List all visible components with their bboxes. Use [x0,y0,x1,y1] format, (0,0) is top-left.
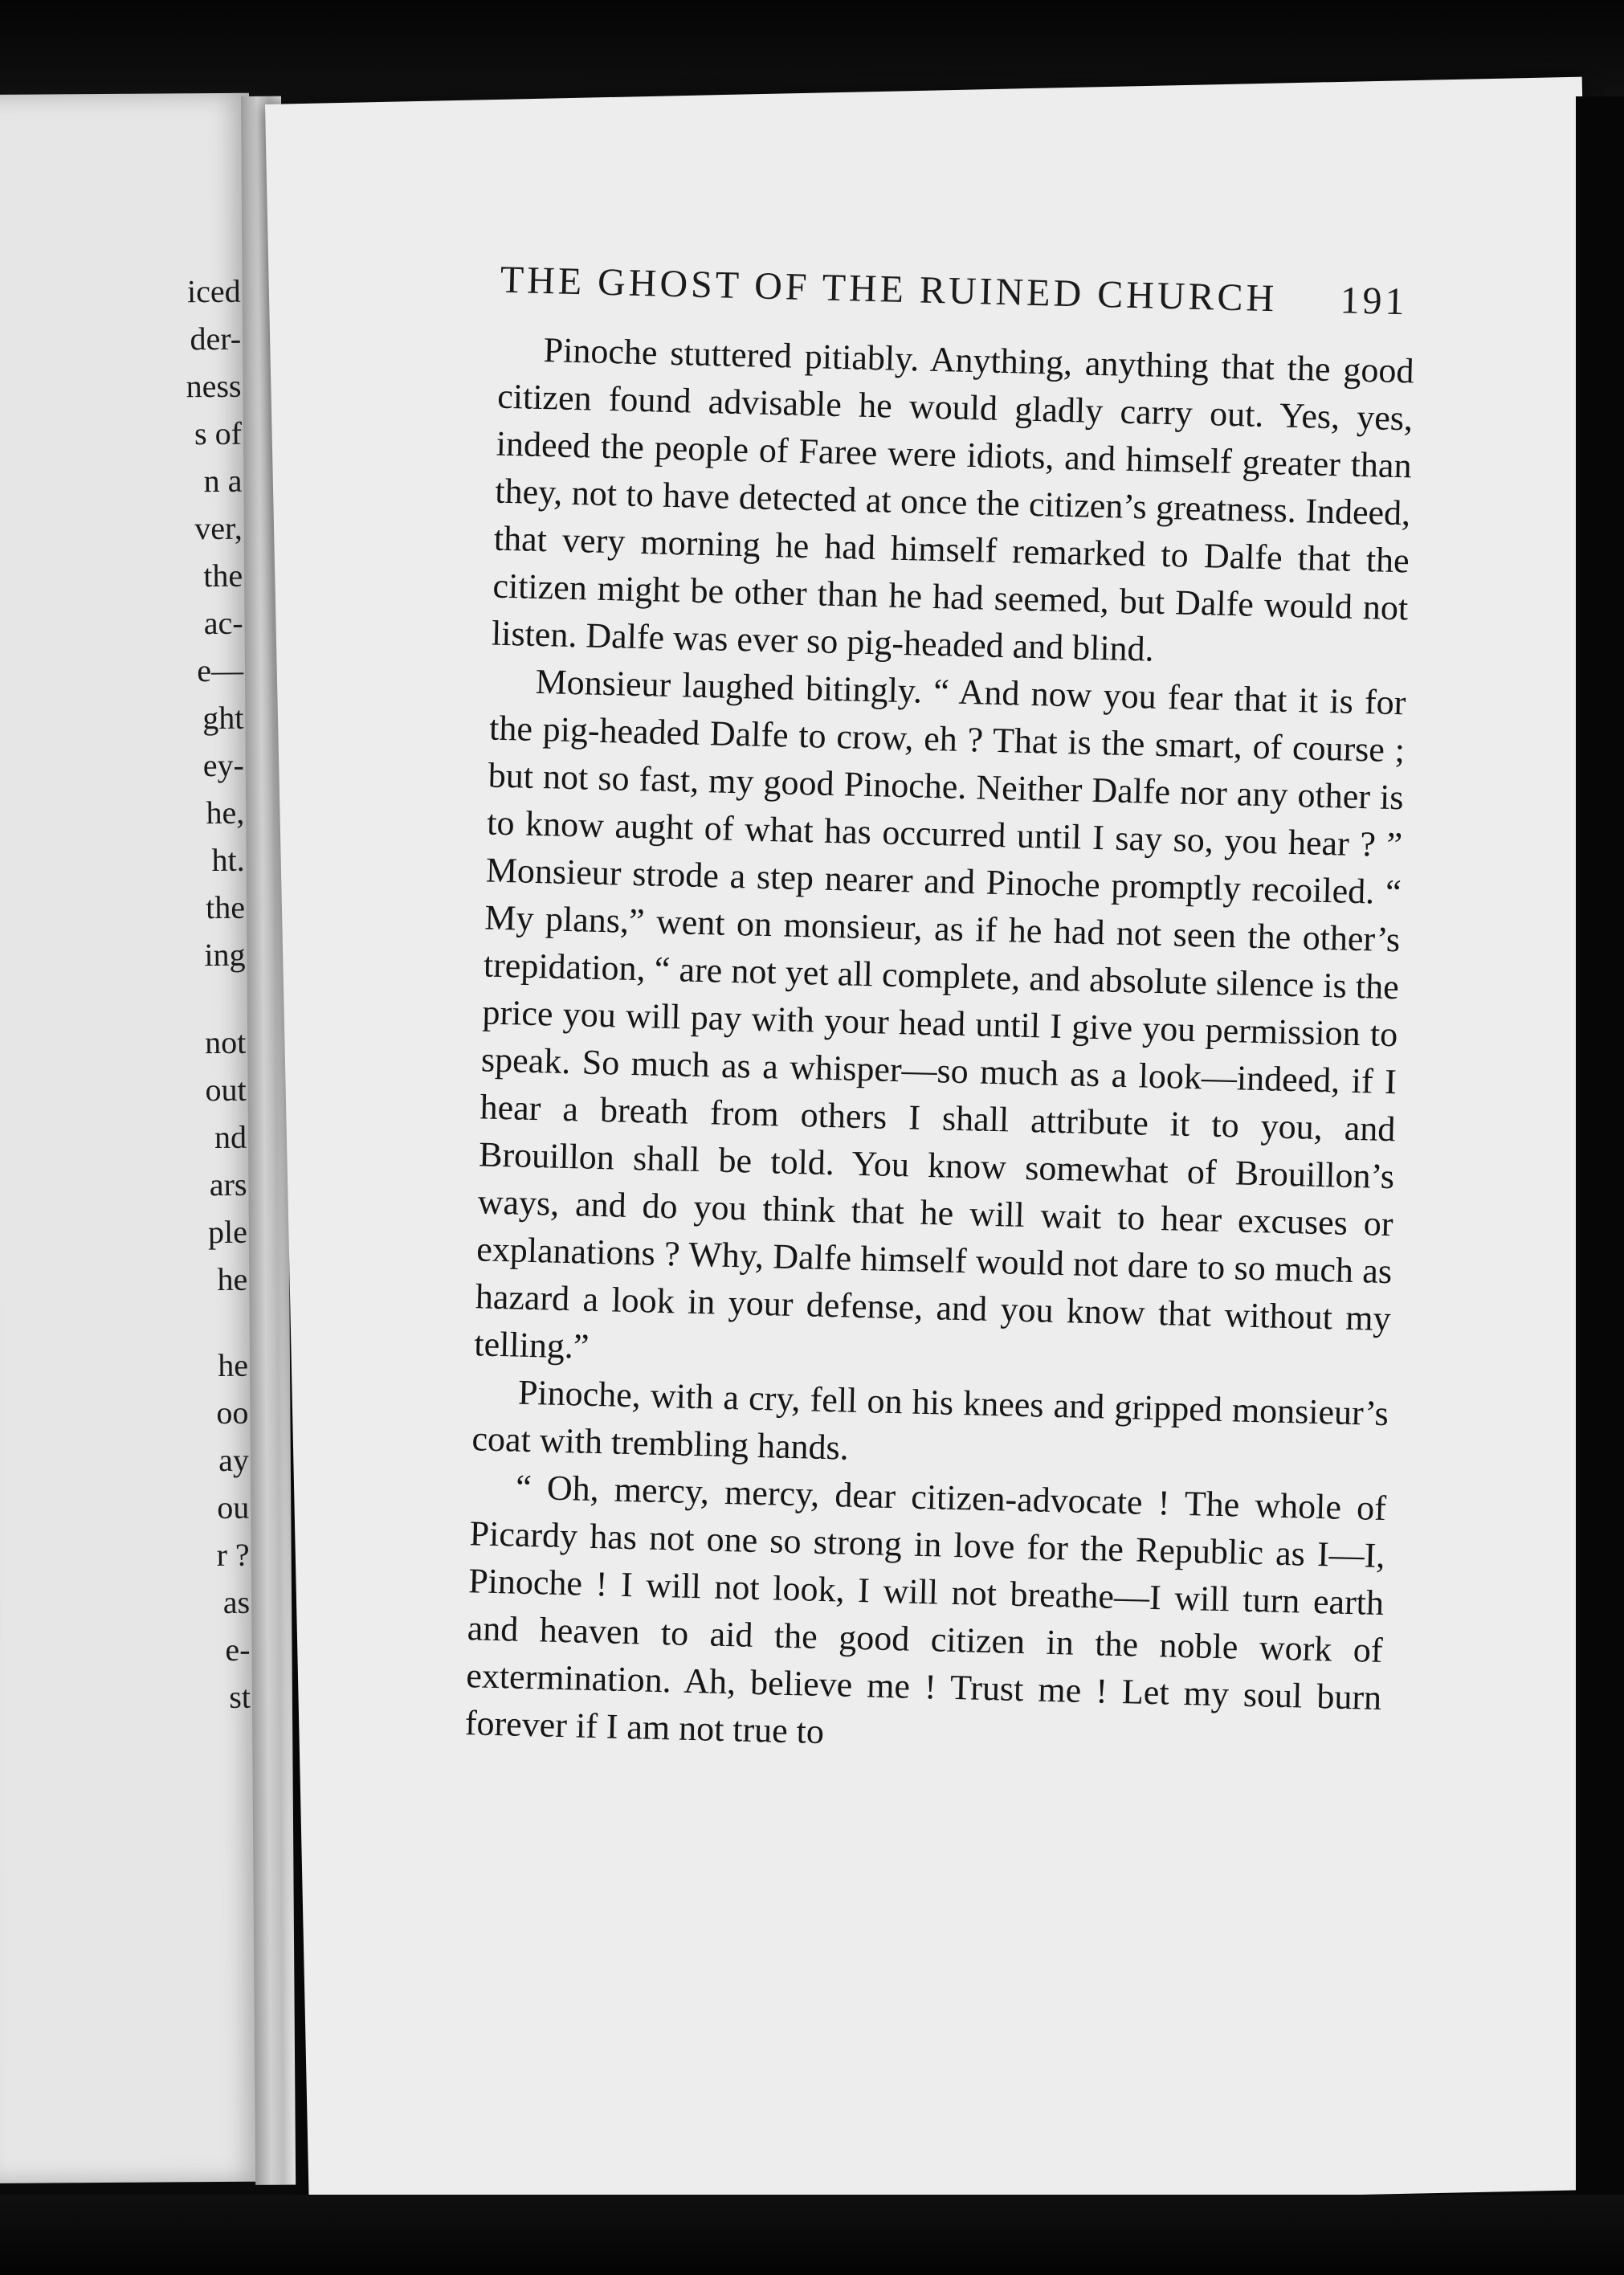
page-number: 191 [1339,279,1409,324]
left-page-line-fragment: e- [225,1631,251,1668]
left-page-line-fragment: ou [217,1489,250,1526]
left-page-line-fragment: out [205,1071,247,1109]
right-page [265,77,1624,2217]
paragraph: Monsieur laughed bitingly. “ And now you fear that it is for the pig-headed Dalfe to crow, eh ? That is the smart, of course ; but not so fast, my good Pinoche. Neither Dalfe nor any other is to know aught of what has occurred until I say so, you hear ? ” Monsieur strode a step nearer and Pinoche promptly recoiled. “ My plans,” went on monsieur, as if he had not seen the other’s trepidation, “ are not yet all complete, and absolute silence is the price you will pay with your head until I give you permission to speak. So much as a whisper—so much as a look—indeed, if I hear a breath from others I shall attribute it to you, and Brouillon shall be told. You know somewhat of Brouillon’s ways, and do you think that he will wait to hear excuses or explanations ? Why, Dalfe himself would not dare to so much as hazard a look in your defense, and you know that without my telling.” [473,661,1406,1366]
left-page-line-fragment: r ? [216,1536,250,1574]
left-page-line-fragment: ey- [202,746,244,784]
left-page-line-fragment: ght [202,699,244,737]
running-title: THE GHOST OF THE RUINED CHURCH [500,258,1278,321]
body-text [464,325,1414,1769]
left-page-line-fragment: oo [216,1394,249,1432]
left-page-line-fragment: he [218,1346,249,1384]
left-page [0,93,263,2183]
left-page-line-fragment: iced [186,272,241,310]
left-page-line-fragment: as [222,1583,251,1620]
left-page-line-fragment: ht. [211,841,245,879]
left-page-line-fragment: not [204,1023,247,1061]
left-page-line-fragment: he [217,1260,248,1298]
left-page-line-fragment: the [206,888,246,926]
left-page-line-fragment: ac- [203,604,243,642]
left-page-line-fragment: ay [218,1441,250,1479]
left-page-line-fragment: der- [190,320,242,357]
left-page-line-fragment: e— [197,651,244,689]
paragraph: “ Oh, mercy, mercy, dear citizen-advocate ! The whole of Picardy has not one so strong in love for the Republic as I—I, Pinoche ! I will not look, I will not breathe—I will turn earth and heaven to aid the good citizen in the noble work of extermination. Ah, believe me ! Trust me ! Let my soul burn forever if I am not true to [464,1467,1387,1752]
paragraph: Pinoche stuttered pitiably. Anything, anything that the good citizen found advisable he would gladly carry out. Yes, yes, indeed the people of Faree were idiots, and himself greater than they, not to have detected at once the citizen’s greatness. Indeed, that very morning he had himself remarked to Dalfe that the citizen might be other than he had seemed, but Dalfe would not listen. Dalfe was ever so pig-headed and blind. [491,330,1415,669]
left-page-line-fragment: n a [203,462,243,500]
left-page-line-fragment: he, [206,794,245,831]
left-page-line-fragment: ple [207,1213,248,1251]
page-header [500,258,1408,325]
left-page-line-fragment: ness [186,367,242,405]
paragraph: Pinoche, with a cry, fell on his knees and gripped monsieur’s coat with trembling hands. [471,1372,1389,1468]
left-page-line-fragment: ing [204,936,246,974]
left-page-line-fragment: s of [194,415,243,452]
left-page-line-fragment: ver, [194,509,243,547]
left-page-line-fragment: st [229,1678,251,1715]
right-edge-shadow [1576,96,1624,2275]
left-page-line-fragment: the [203,557,243,594]
bottom-shadow [0,2195,1624,2275]
text-block [261,75,1624,2219]
left-page-line-fragment: nd [214,1118,247,1156]
left-page-line-fragment: ars [209,1166,247,1203]
